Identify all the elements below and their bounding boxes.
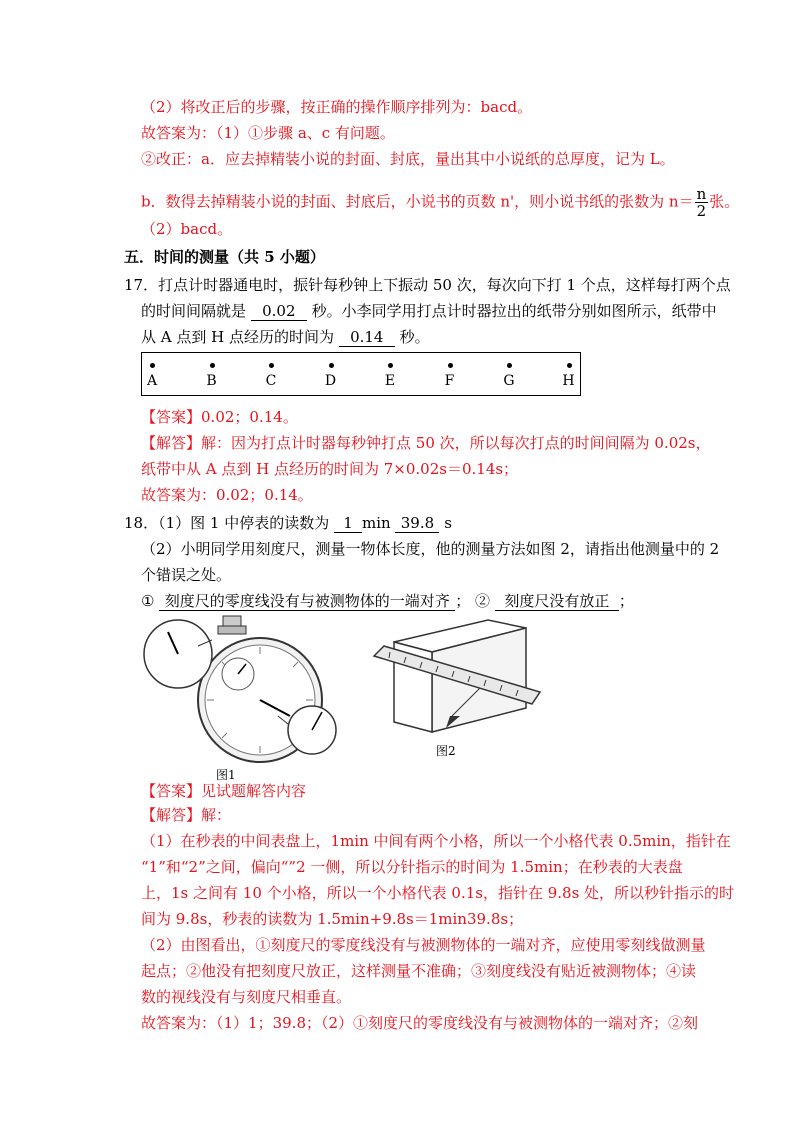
q18-final: 故答案为：（1）1；39.8；（2）①刻度尺的零度线没有与被测物体的一端对齐；②刻 <box>141 1014 699 1032</box>
q17-blank1: 0.02 <box>251 302 307 321</box>
prev-fix-b-end: 张。 <box>709 192 740 211</box>
prev-step2: （2）将改正后的步骤，按正确的操作顺序排列为：bacd。 <box>141 98 533 116</box>
section-title: 五．时间的测量（共 5 小题） <box>124 248 325 266</box>
q18-e4: 间为 9.8s，秒表的读数为 1.5min+9.8s＝1min39.8s； <box>141 910 524 928</box>
q18-e3: 上，1s 之间有 10 个小格，所以一个小格代表 0.1s，指针在 9.8s 处，所以秒针指示的时 <box>141 884 735 902</box>
fraction-numerator: n <box>696 185 707 203</box>
explain-tag: 【解答】 <box>141 434 202 452</box>
tape-dot-f <box>448 363 453 368</box>
q17-line2 <box>141 300 717 322</box>
q18-answer-text: 见试题解答内容 <box>201 782 307 800</box>
tape-label-a: A <box>146 373 158 389</box>
q18-explain-head-text: 解： <box>201 806 232 824</box>
q18-err2-blank: 刻度尺没有放正 <box>495 592 619 611</box>
q18-sec-unit: s <box>444 514 452 532</box>
q17-answer-text: 0.02；0.14。 <box>201 408 298 426</box>
q17-line2-mid: 秒。小李同学用打点计时器拉出的纸带分别如图所示，纸带中 <box>311 302 717 320</box>
fig2-label: 图2 <box>436 744 456 758</box>
tape-label-c: C <box>265 373 277 389</box>
prev-answer-intro: 故答案为：（1）①步骤 a、c 有问题。 <box>141 124 395 142</box>
tape-dot-h <box>567 363 572 368</box>
q18-min-blank: 1 <box>334 514 362 533</box>
q18-e1: （1）在秒表的中间表盘上，1min 中间有两个小格，所以一个小格代表 0.5min，指针在 <box>141 832 731 850</box>
tape-dot-c <box>269 363 274 368</box>
q18-e7: 数的视线没有与刻度尺相垂直。 <box>141 988 352 1006</box>
fig1-label: 图1 <box>216 768 236 782</box>
tape-label-h: H <box>562 373 575 389</box>
q18-sep: ； <box>455 592 471 610</box>
ruler-block-figure <box>370 612 550 752</box>
q17-explain1 <box>141 432 711 454</box>
q18-e2: “1”和“2”之间，偏向“”2 一侧，所以分针指示的时间为 1.5min；在秒表的大表盘 <box>141 858 683 876</box>
q17-line3-pre: 从 A 点到 H 点经历的时间为 <box>141 328 334 346</box>
tape-label-d: D <box>324 373 337 389</box>
tape-dot-a <box>150 363 155 368</box>
q17-final: 故答案为：0.02；0.14。 <box>141 486 313 504</box>
q17-line3 <box>141 326 430 348</box>
q18-min-unit: min <box>362 514 391 532</box>
prev-fix-b <box>141 186 739 219</box>
q18-line1 <box>124 512 452 534</box>
q18-e5: （2）由图看出，①刻度尺的零度线没有与被测物体的一端对齐，应使用零刻线做测量 <box>141 936 706 954</box>
q17-line1: 17．打点计时器通电时，振针每秒钟上下振动 50 次，每次向下打 1 个点，这样每打两个点 <box>124 276 731 294</box>
q17-blank2: 0.14 <box>339 328 395 347</box>
tape-label-f: F <box>444 373 455 389</box>
explain-tag: 【解答】 <box>141 806 202 824</box>
tape-dot-b <box>210 363 215 368</box>
q18-explain-head <box>141 804 231 826</box>
q18-end: ； <box>618 592 634 610</box>
q18-line1-pre: 18．（1）图 1 中停表的读数为 <box>124 514 330 532</box>
q18-line3: 个错误之处。 <box>141 566 232 584</box>
prev-fix-a: ②改正：a．应去掉精装小说的封面、封底，量出其中小说纸的总厚度，记为 L。 <box>141 150 675 168</box>
fraction-n-over-2 <box>695 186 709 219</box>
q18-answer <box>141 780 306 802</box>
q18-line2: （2）小明同学用刻度尺，测量一物体长度，他的测量方法如图 2，请指出他测量中的 2 <box>141 540 720 558</box>
q18-sec-blank: 39.8 <box>395 514 439 533</box>
fraction-denominator: 2 <box>696 202 707 220</box>
q17-answer <box>141 406 298 428</box>
q17-line3-post: 秒。 <box>399 328 430 346</box>
answer-tag: 【答案】 <box>141 782 202 800</box>
q18-errors <box>141 590 634 612</box>
tape-dot-g <box>507 363 512 368</box>
tape-dot-d <box>329 363 334 368</box>
paper-tape-figure <box>141 352 581 396</box>
tape-label-b: B <box>206 373 217 389</box>
q17-line2-pre: 的时间间隔就是 <box>141 302 247 320</box>
q17-explain2: 纸带中从 A 点到 H 点经历的时间为 7×0.02s＝0.14s； <box>141 460 519 478</box>
q18-err1-num: ① <box>141 592 155 610</box>
prev-fix-b-text: b．数得去掉精装小说的封面、封底后，小说书的页数 n'，则小说书纸的张数为 n＝ <box>141 192 694 211</box>
q18-e6: 起点；②他没有把刻度尺放正，这样测量不准确；③刻度线没有贴近被测物体；④读 <box>141 962 697 980</box>
tape-dot-e <box>388 363 393 368</box>
q18-err2-num: ② <box>475 592 491 610</box>
answer-tag: 【答案】 <box>141 408 202 426</box>
q18-err1-blank: 刻度尺的零度线没有与被测物体的一端对齐 <box>159 592 455 611</box>
stopwatch-figure <box>138 612 338 772</box>
tape-label-e: E <box>384 373 396 389</box>
tape-label-g: G <box>503 373 515 389</box>
prev-answer2: （2）bacd。 <box>141 220 233 238</box>
q17-explain1-text: 解：因为打点计时器每秒钟打点 50 次，所以每次打点的时间间隔为 0.02s， <box>201 434 711 452</box>
